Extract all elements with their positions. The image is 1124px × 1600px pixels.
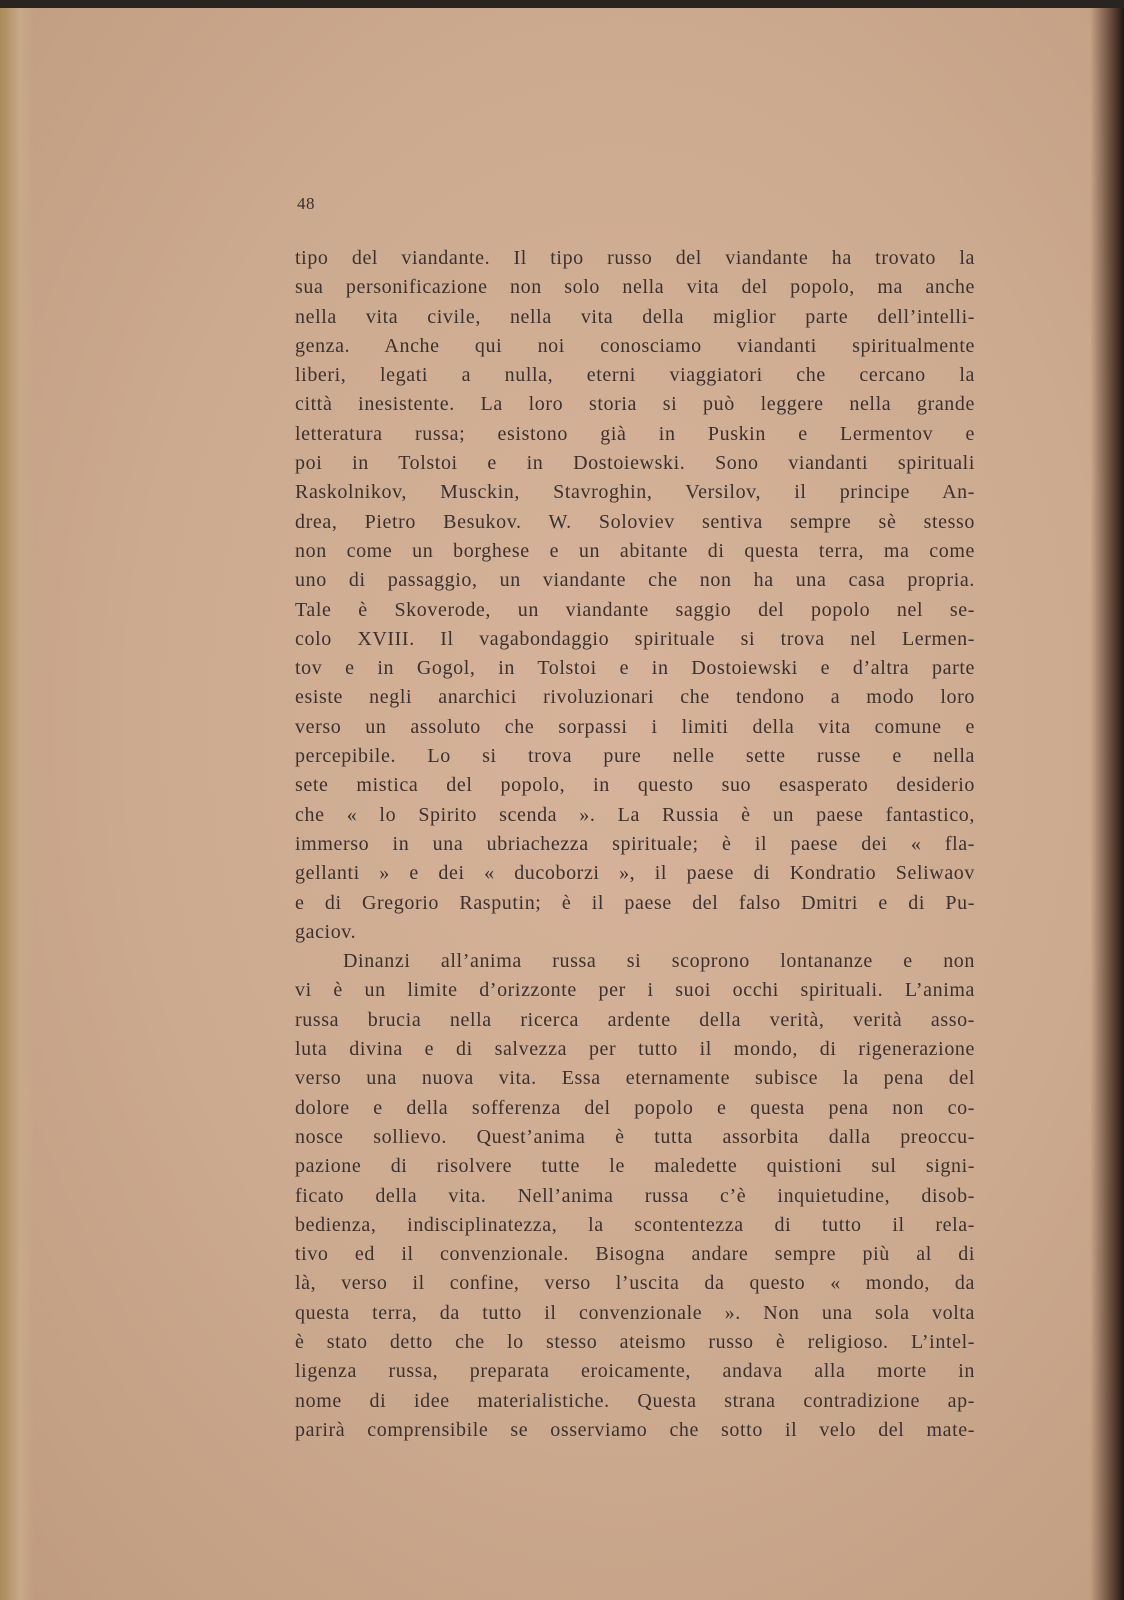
text-line: percepibile. Lo si trova pure nelle sette russe e nella (295, 745, 975, 768)
text-line: letteratura russa; esistono già in Puskin e Lermentov e (295, 422, 975, 445)
text-line: è stato detto che lo stesso ateismo russo è religioso. L’intel- (295, 1330, 975, 1353)
page-number: 48 (297, 194, 315, 213)
text-line: Dinanzi all’anima russa si scoprono lontananze e non (343, 950, 975, 973)
text-line: esiste negli anarchici rivoluzionari che tendono a modo loro (295, 686, 975, 709)
text-line: tov e in Gogol, in Tolstoi e in Dostoiewski e d’altra parte (295, 657, 975, 680)
text-line: verso un assoluto che sorpassi i limiti della vita comune e (295, 715, 975, 738)
text-line: russa brucia nella ricerca ardente della verità, verità asso- (295, 1008, 975, 1031)
text-line: gaciov. (295, 920, 357, 943)
text-line: città inesistente. La loro storia si può leggere nella grande (295, 393, 975, 416)
text-line: ligenza russa, preparata eroicamente, andava alla morte in (295, 1360, 975, 1383)
text-line: colo XVIII. Il vagabondaggio spirituale si trova nel Lermen- (295, 627, 975, 650)
text-line: sete mistica del popolo, in questo suo esasperato desiderio (295, 774, 975, 797)
text-line: Raskolnikov, Musckin, Stavroghin, Versilov, il principe An- (295, 481, 975, 504)
text-line: uno di passaggio, un viandante che non ha una casa propria. (295, 569, 975, 592)
text-line: vi è un limite d’orizzonte per i suoi occhi spirituali. L’anima (295, 979, 975, 1002)
text-line: tivo ed il convenzionale. Bisogna andare sempre più al di (295, 1243, 975, 1266)
text-line: bedienza, indisciplinatezza, la scontentezza di tutto il rela- (295, 1213, 975, 1236)
book-page (0, 8, 1124, 1600)
text-line: nella vita civile, nella vita della miglior parte dell’intelli- (295, 305, 975, 328)
text-line: tipo del viandante. Il tipo russo del viandante ha trovato la (295, 247, 975, 269)
text-line: sua personificazione non solo nella vita del popolo, ma anche (295, 276, 975, 299)
text-line: parirà comprensibile se osserviamo che sotto il velo del mate- (295, 1418, 975, 1441)
text-line: luta divina e di salvezza per tutto il mondo, di rigenerazione (295, 1038, 975, 1061)
book-spine-shadow (1090, 8, 1124, 1600)
text-line: immerso in una ubriachezza spirituale; è il paese dei « fla- (295, 832, 975, 855)
text-line: Tale è Skoverode, un viandante saggio del popolo nel se- (295, 598, 975, 621)
text-line: poi in Tolstoi e in Dostoiewski. Sono viandanti spirituali (295, 452, 975, 475)
text-line: che « lo Spirito scenda ». La Russia è un paese fantastico, (295, 803, 975, 826)
text-line: gellanti » e dei « ducoborzi », il paese di Kondratio Seliwaov (295, 862, 975, 885)
text-line: là, verso il confine, verso l’uscita da questo « mondo, da (295, 1272, 975, 1295)
text-line: drea, Pietro Besukov. W. Soloviev sentiva sempre sè stesso (295, 510, 975, 533)
page-left-edge (0, 8, 34, 1600)
text-line: pazione di risolvere tutte le maledette quistioni sul signi- (295, 1155, 975, 1178)
text-line: genza. Anche qui noi conosciamo viandanti spiritualmente (295, 334, 975, 357)
text-line: liberi, legati a nulla, eterni viaggiatori che cercano la (295, 364, 975, 387)
text-line: verso una nuova vita. Essa eternamente subisce la pena del (295, 1067, 975, 1090)
text-line: ficato della vita. Nell’anima russa c’è inquietudine, disob- (295, 1184, 975, 1207)
text-line: questa terra, da tutto il convenzionale ». Non una sola volta (295, 1301, 975, 1324)
text-line: nome di idee materialistiche. Questa strana contradizione ap- (295, 1389, 975, 1412)
text-line: non come un borghese e un abitante di questa terra, ma come (295, 539, 975, 562)
text-line: e di Gregorio Rasputin; è il paese del falso Dmitri e di Pu- (295, 891, 975, 914)
body-text (295, 244, 975, 1445)
text-line: dolore e della sofferenza del popolo e questa pena non co- (295, 1096, 975, 1119)
text-line: nosce sollievo. Quest’anima è tutta assorbita dalla preoccu- (295, 1125, 975, 1148)
